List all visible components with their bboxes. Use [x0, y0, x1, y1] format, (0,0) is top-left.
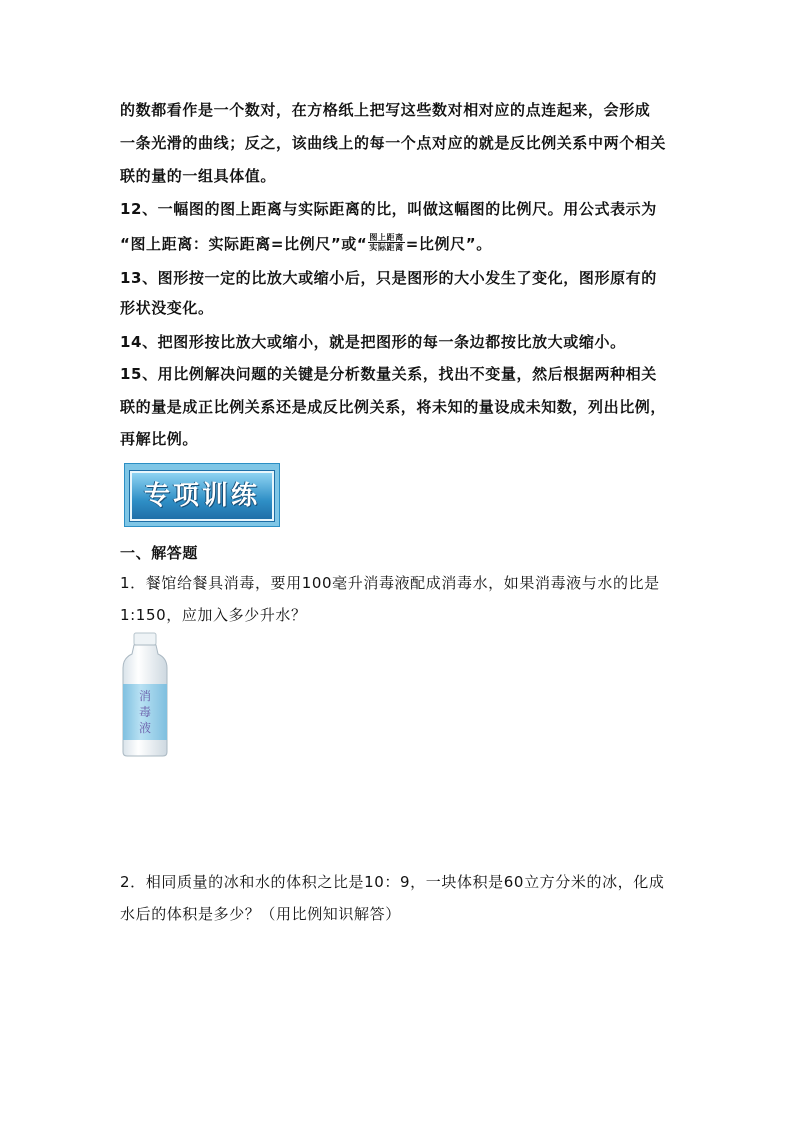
paragraph-line: 联的量的一组具体值。: [120, 167, 277, 185]
fraction-denominator: 实际距离: [369, 243, 404, 252]
banner-title: 专项训练: [143, 481, 260, 511]
bottle-icon: [120, 632, 170, 758]
paragraph-13-line: 13、图形按一定的比放大或缩小后，只是图形的大小发生了变化，图形原有的: [120, 269, 657, 287]
paragraph-15-line: 联的量是成正比例关系还是成反比例关系，将未知的量设成未知数，列出比例，: [120, 398, 667, 416]
section-banner: [124, 463, 280, 527]
question-1-line: 1．餐馆给餐具消毒，要用100毫升消毒液配成消毒水，如果消毒液与水的比是: [120, 574, 660, 592]
paragraph-line: 一条光滑的曲线；反之，该曲线上的每一个点对应的就是反比例关系中两个相关: [120, 134, 667, 152]
fraction-numerator: 图上距离: [369, 233, 404, 242]
scale-fraction: [368, 233, 404, 252]
paragraph-15-line: 15、用比例解决问题的关键是分析数量关系，找出不变量，然后根据两种相关: [120, 365, 657, 383]
disinfectant-bottle-illustration: [120, 632, 170, 758]
svg-text:液: 液: [138, 721, 152, 735]
question-1-line: 1:150，应加入多少升水？: [120, 606, 307, 624]
paragraph-line: 的数都看作是一个数对，在方格纸上把写这些数对相对应的点连起来，会形成: [120, 101, 651, 119]
svg-text:消: 消: [138, 689, 152, 703]
section-heading: 一、解答题: [120, 544, 199, 562]
formula-text-end: =比例尺”。: [405, 235, 492, 253]
question-2-line: 水后的体积是多少？（用比例知识解答）: [120, 905, 401, 923]
formula-text: “图上距离：实际距离=比例尺”或“: [120, 235, 368, 253]
paragraph-12-line: 12、一幅图的图上距离与实际距离的比，叫做这幅图的比例尺。用公式表示为: [120, 200, 657, 218]
paragraph-15-line: 再解比例。: [120, 430, 199, 448]
paragraph-13-line: 形状没变化。: [120, 299, 214, 317]
paragraph-12-formula: [120, 234, 492, 254]
svg-text:毒: 毒: [138, 705, 152, 719]
question-2-line: 2．相同质量的冰和水的体积之比是10：9，一块体积是60立方分米的冰，化成: [120, 873, 665, 891]
paragraph-14-line: 14、把图形按比放大或缩小，就是把图形的每一条边都按比放大或缩小。: [120, 333, 626, 351]
